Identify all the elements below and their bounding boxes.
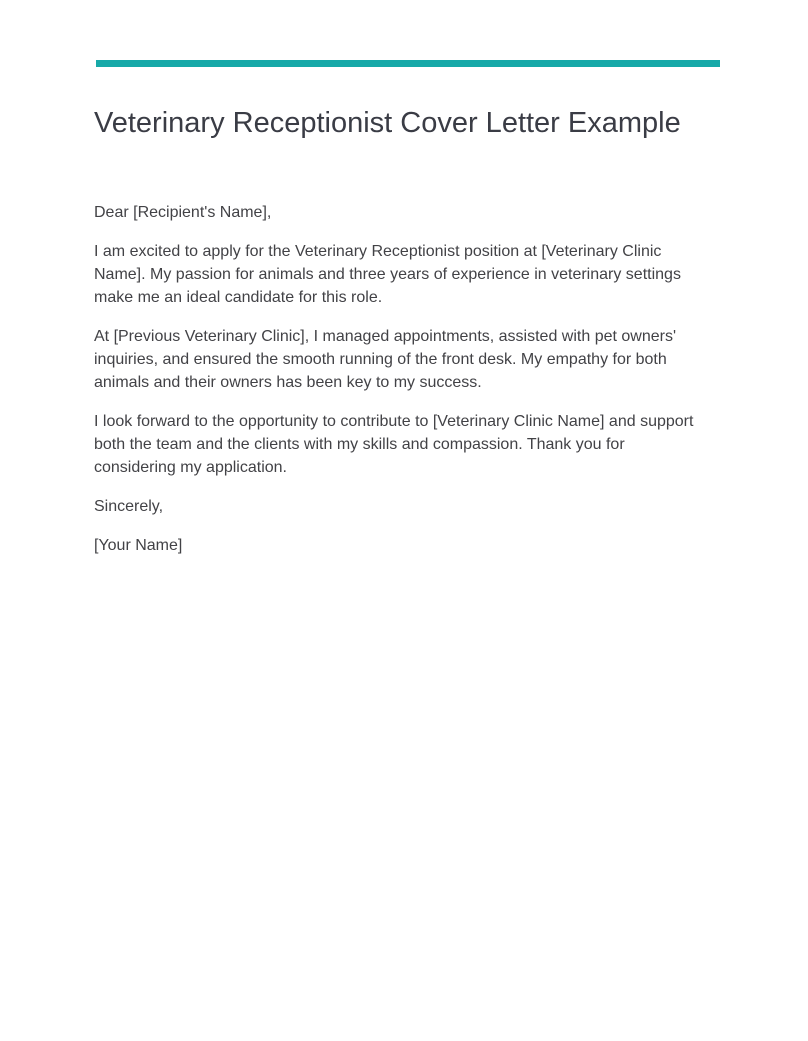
paragraph-closing: I look forward to the opportunity to contribute to [Veterinary Clinic Name] and support both the team and the clients with my skills and compassion. Thank you for considering my application.	[94, 413, 694, 476]
closing: Sincerely,	[94, 498, 164, 515]
paragraph-intro: I am excited to apply for the Veterinary Receptionist position at [Veterinary Clinic Name]. My passion for animals and three years of experience in veterinary settings make me an ideal candidate for this role.	[94, 243, 681, 306]
accent-bar	[96, 60, 720, 67]
signature: [Your Name]	[94, 537, 183, 554]
salutation: Dear [Recipient's Name],	[94, 204, 272, 221]
page-title: Veterinary Receptionist Cover Letter Example	[94, 107, 681, 139]
letter-body	[94, 201, 694, 573]
paragraph-experience: At [Previous Veterinary Clinic], I managed appointments, assisted with pet owners' inquiries, and ensured the smooth running of the front desk. My empathy for both animals and their owners has been key to my success.	[94, 328, 677, 391]
